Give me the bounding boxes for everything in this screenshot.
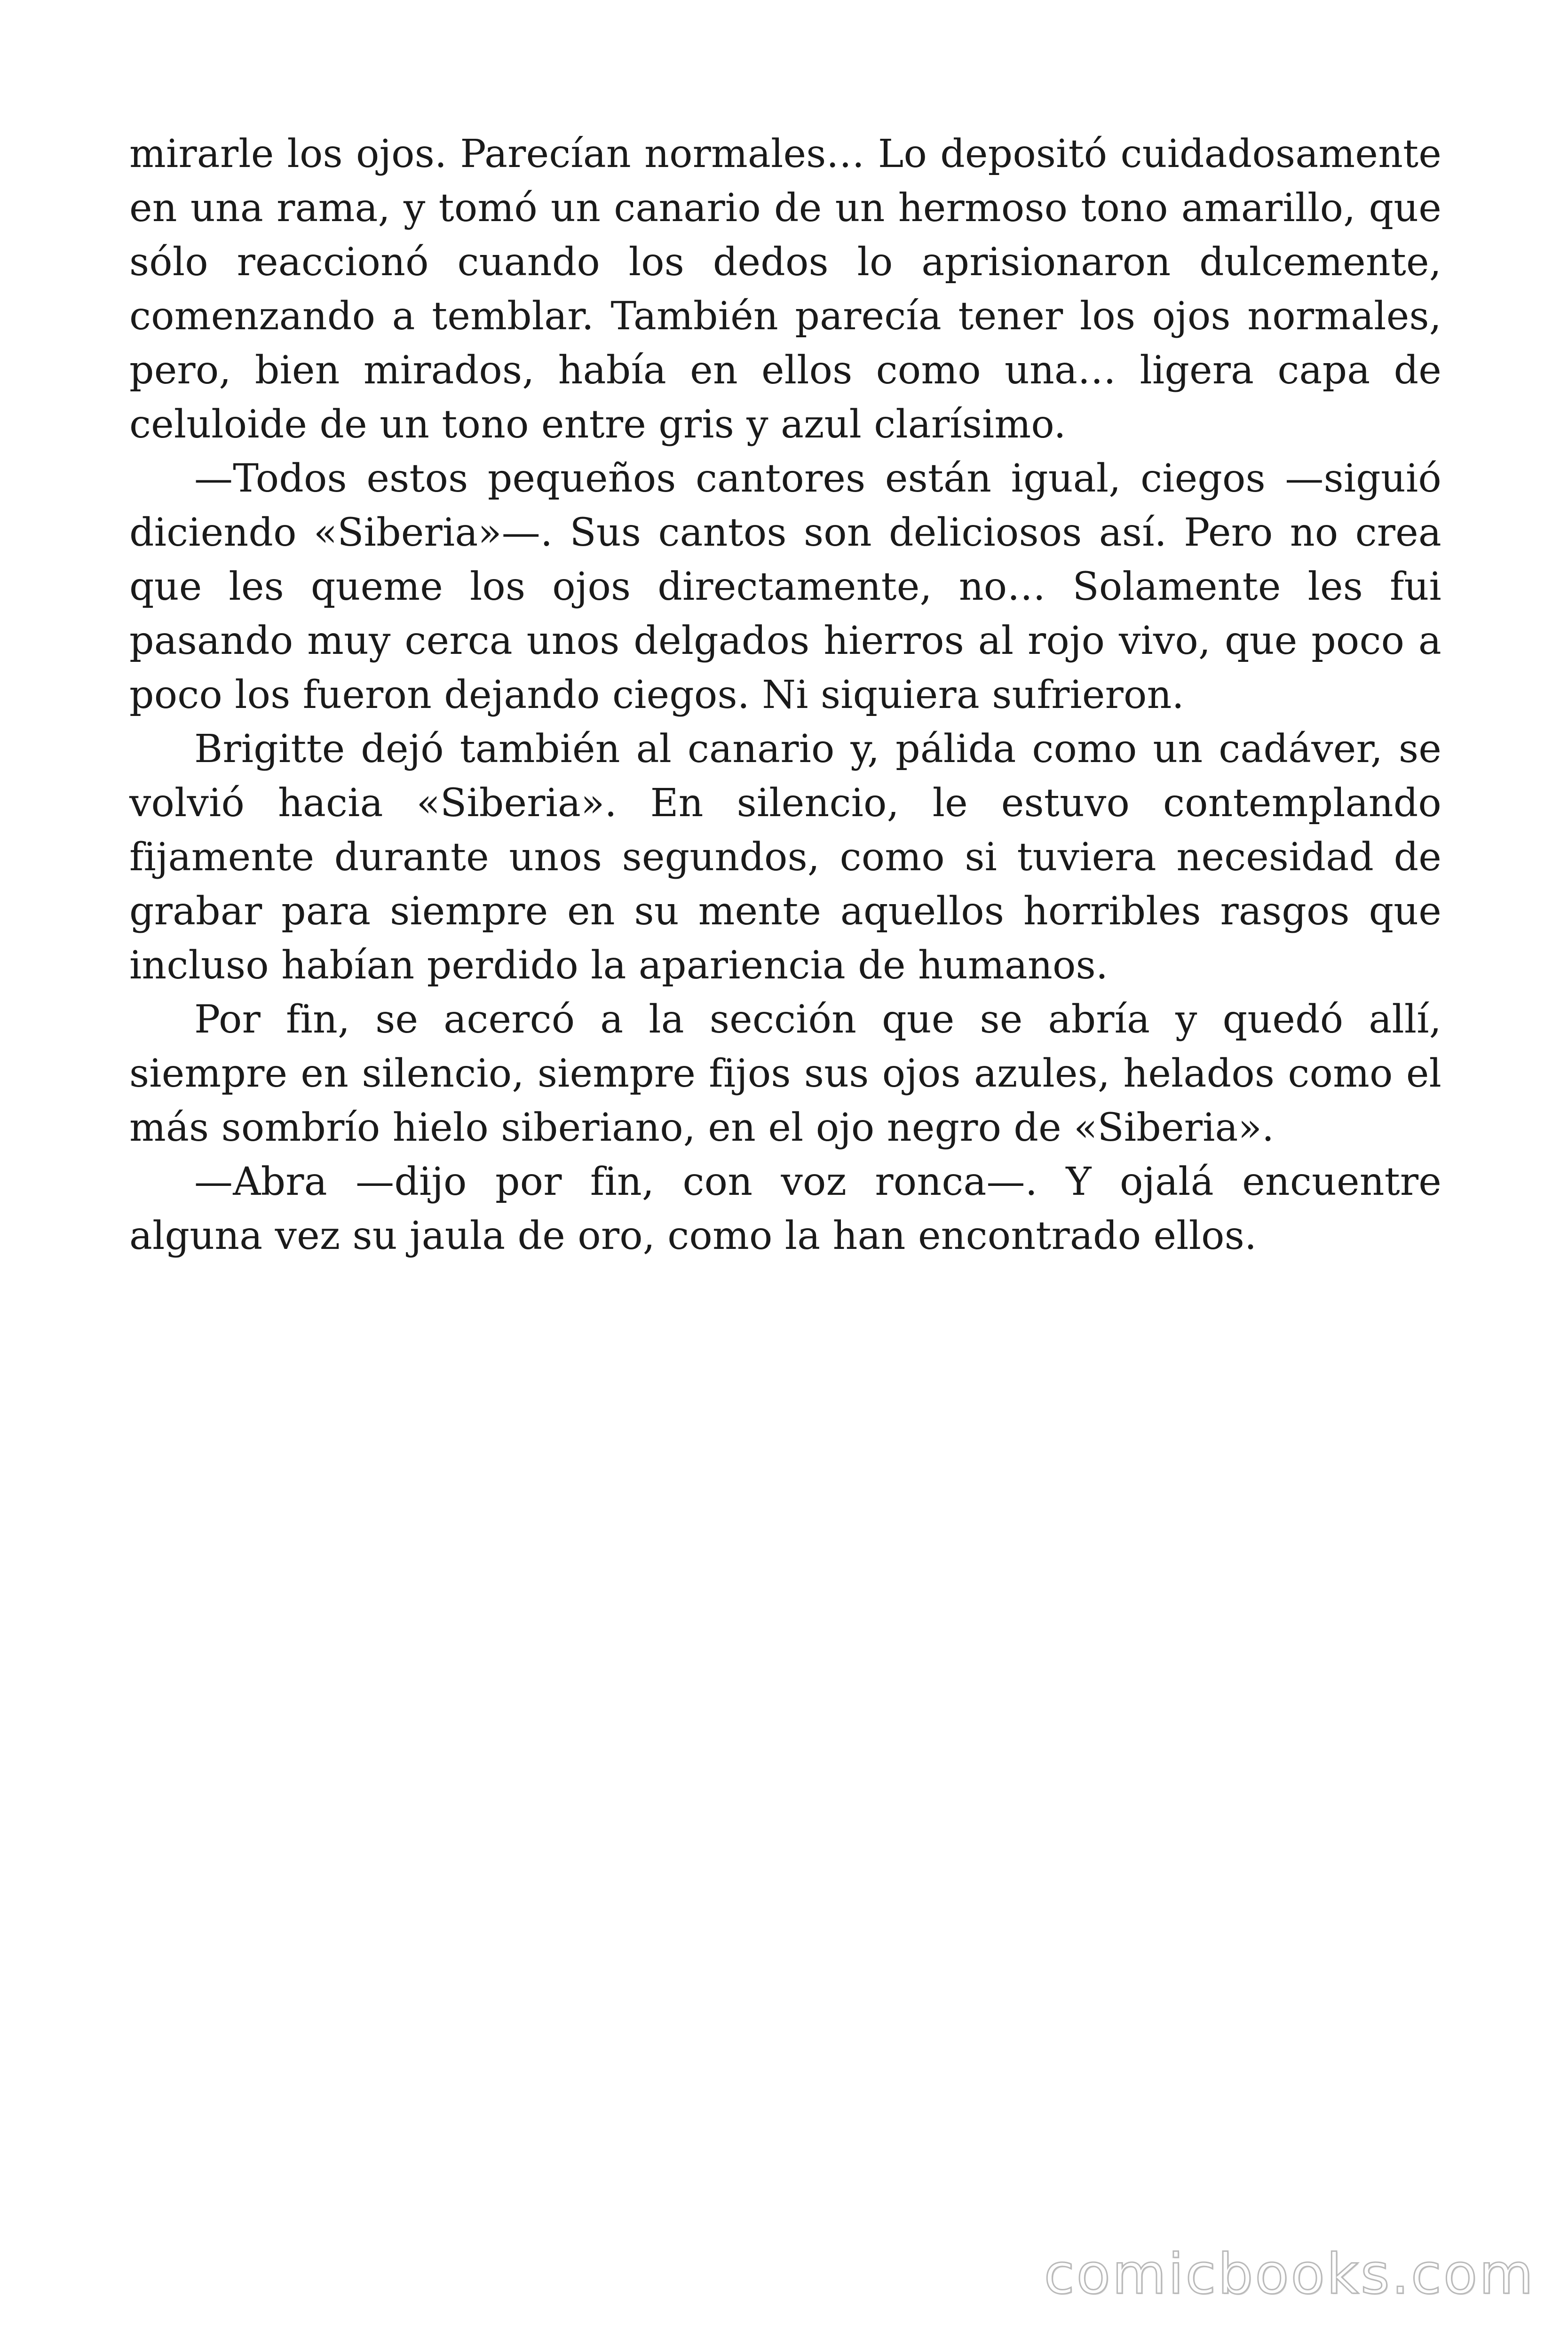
paragraph-por-fin: Por fin, se acercó a la sección que se abría y quedó allí, siempre en silencio, siempre fijos sus ojos azules, helados como el más sombrío hielo siberiano, en el ojo negro de «Siberia».	[129, 997, 1441, 1150]
watermark: comicbooks.com	[1044, 2241, 1535, 2306]
paragraph-brigitte: Brigitte dejó también al canario y, pálida como un cadáver, se volvió hacia «Siberia». En silencio, le estuvo contemplando fijamente durante unos segundos, como si tuviera necesidad de grabar para siempre en su mente aquellos horribles rasgos que incluso habían perdido la apariencia de humanos.	[129, 727, 1441, 988]
body-text	[129, 127, 1441, 1263]
paragraph-dialogue-abra: —Abra —dijo por fin, con voz ronca—. Y ojalá encuentre alguna vez su jaula de oro, como la han encontrado ellos.	[129, 1160, 1441, 1258]
paragraph-dialogue-siberia: —Todos estos pequeños cantores están igual, ciegos —siguió diciendo «Siberia»—. Sus cantos son deliciosos así. Pero no crea que les queme los ojos directamente, no… Solamente les fui pasando muy cerca unos delgados hierros al rojo vivo, que poco a poco los fueron dejando ciegos. Ni siquiera sufrieron.	[129, 456, 1441, 717]
paragraph-continuation: mirarle los ojos. Parecían normales… Lo depositó cuidadosamente en una rama, y tomó un canario de un hermoso tono amarillo, que sólo reaccionó cuando los dedos lo aprisionaron dulcemente, comenzando a temblar. También parecía tener los ojos normales, pero, bien mirados, había en ellos como una… ligera capa de celuloide de un tono entre gris y azul clarísimo.	[129, 132, 1441, 447]
